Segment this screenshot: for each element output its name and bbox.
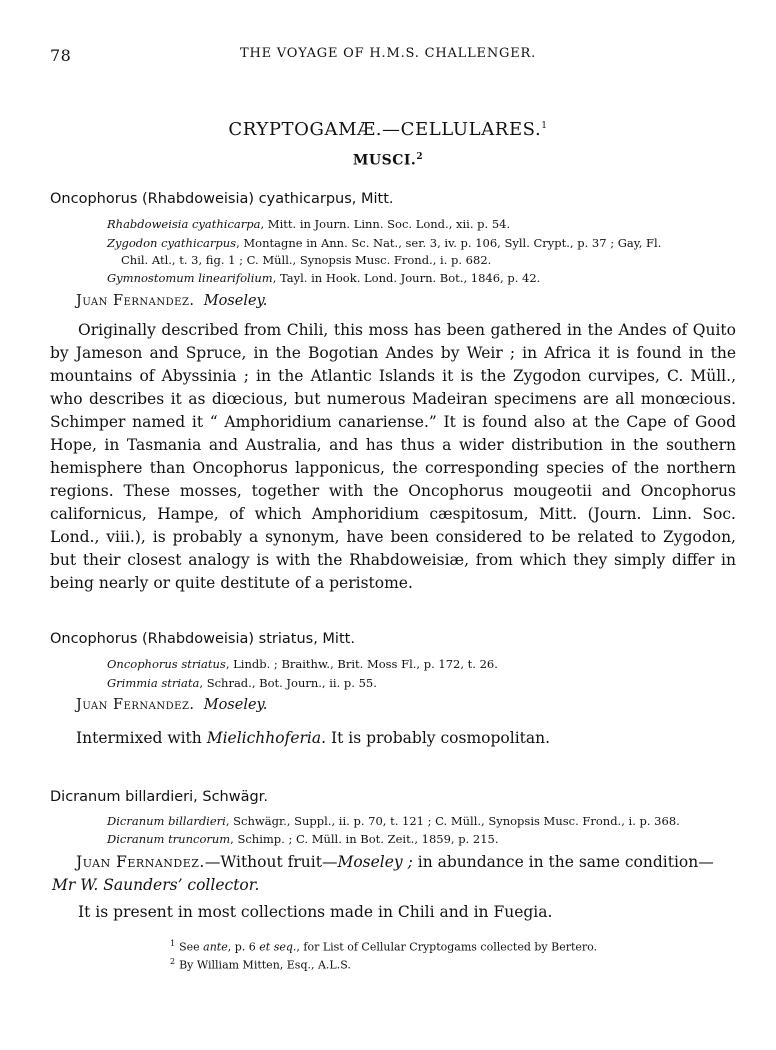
footnote-text: , p. 6 <box>227 940 260 954</box>
note-text: Intermixed with <box>76 729 207 747</box>
section-title-text: CRYPTOGAMÆ.—CELLULARES. <box>228 119 542 140</box>
synonym-line <box>107 832 499 846</box>
locality: Juan Fernandez. <box>76 853 205 871</box>
collector: Moseley. <box>203 293 268 309</box>
species-note: It is present in most collections made in Chili and in Fuegia. <box>78 903 553 921</box>
synonym-line <box>107 814 680 828</box>
page-number: 78 <box>50 46 72 65</box>
footnote-italic: ante <box>203 940 228 954</box>
footnote <box>170 957 351 972</box>
synonym-reference: , Tayl. in Hook. Lond. Journ. Bot., 1846, p. 42. <box>272 271 541 285</box>
synonym-taxon: Gymnostomum linearifolium <box>107 271 273 285</box>
locality-text: —Without fruit— <box>204 853 338 871</box>
synonym-line <box>107 217 510 231</box>
synonym-taxon: Grimmia striata <box>107 676 200 690</box>
locality-line <box>76 853 714 871</box>
synonym-reference: , Mitt. in Journ. Linn. Soc. Lond., xii. p. 54. <box>260 217 511 231</box>
section-subtitle <box>0 152 776 169</box>
collector: Moseley ; <box>337 853 413 871</box>
synonym-reference: , Schrad., Bot. Journ., ii. p. 55. <box>199 676 377 690</box>
species-heading: Oncophorus (Rhabdoweisia) cyathicarpus, Mitt. <box>50 191 394 207</box>
footnote <box>170 939 597 954</box>
locality-line <box>76 293 267 309</box>
synonym-line <box>107 676 377 690</box>
locality-text: in abundance in the same condition— <box>412 853 714 871</box>
locality: Juan Fernandez. <box>76 293 195 309</box>
footnote-text: By William Mitten, Esq., A.L.S. <box>179 958 351 972</box>
note-text: It is probably cosmopolitan. <box>326 729 551 747</box>
synonym-taxon: Dicranum truncorum <box>107 832 231 846</box>
species-note <box>76 729 550 747</box>
synonym-line <box>107 271 540 285</box>
footnote-text: See <box>179 940 204 954</box>
species-heading: Oncophorus (Rhabdoweisia) striatus, Mitt. <box>50 631 355 647</box>
footnote-italic: et seq. <box>259 940 297 954</box>
synonym-taxon: Rhabdoweisia cyathicarpa <box>107 217 261 231</box>
synonym-taxon: Oncophorus striatus <box>107 657 226 671</box>
locality-line <box>76 697 267 713</box>
synonym-line <box>121 253 491 267</box>
footnote-text: , for List of Cellular Cryptogams collected by Bertero. <box>296 940 598 954</box>
collector: Moseley. <box>203 697 268 713</box>
synonym-reference: Chil. Atl., t. 3, fig. 1 ; C. Müll., Synopsis Musc. Frond., i. p. 682. <box>121 253 492 267</box>
synonym-reference: , Schimp. ; C. Müll. in Bot. Zeit., 1859, p. 215. <box>230 832 499 846</box>
section-title <box>0 119 776 140</box>
synonym-taxon: Dicranum billardieri <box>107 814 226 828</box>
section-subtitle-text: MUSCI. <box>352 152 417 169</box>
note-taxon: Mielichhoferia. <box>206 729 327 747</box>
description-paragraph: Originally described from Chili, this moss has been gathered in the Andes of Quito by Jameson and Spruce, in the Bogotian Andes by Weir ; in Africa it is found in the mountains of Abyssinia ; in the Atlantic Islands it is the Zygodon curvipes, C. Müll., who describes it as diœcious, but numerous Madeiran specimens are all monœcious. Schimper named it “ Amphoridium canariense.” It is found also at the Cape of Good Hope, in Tasmania and Australia, and has thus a wider distribution in the southern hemisphere than Oncophorus lapponicus, the corresponding species of the northern regions. These mosses, together with the Oncophorus mougeotii and Oncophorus californicus, Hampe, of which Amphoridium cæspitosum, Mitt. (Journ. Linn. Soc. Lond., viii.), is probably a synonym, have been considered to be related to Zygodon, but their closest analogy is with the Rhabdoweisiæ, from which they simply differ in being nearly or quite destitute of a peristome. <box>50 321 736 592</box>
footnote-number: 2 <box>170 957 176 966</box>
running-title: THE VOYAGE OF H.M.S. CHALLENGER. <box>239 46 537 61</box>
synonym-reference: , Schwägr., Suppl., ii. p. 70, t. 121 ; C. Müll., Synopsis Musc. Frond., i. p. 368. <box>225 814 680 828</box>
synonym-taxon: Zygodon cyathicarpus <box>107 236 237 250</box>
synonym-line <box>107 657 498 671</box>
collector: Mr W. Saunders’ collector. <box>52 876 260 894</box>
footnote-ref-1: 1 <box>541 121 548 131</box>
species-heading: Dicranum billardieri, Schwägr. <box>50 789 268 805</box>
footnote-number: 1 <box>170 939 176 948</box>
synonym-reference: , Montagne in Ann. Sc. Nat., ser. 3, iv. p. 106, Syll. Crypt., p. 37 ; Gay, Fl. <box>236 236 662 250</box>
footnote-ref-2: 2 <box>416 152 424 162</box>
collector-line <box>52 876 259 894</box>
synonym-reference: , Lindb. ; Braithw., Brit. Moss Fl., p. 172, t. 26. <box>225 657 498 671</box>
synonym-line <box>107 236 661 250</box>
locality: Juan Fernandez. <box>76 697 195 713</box>
